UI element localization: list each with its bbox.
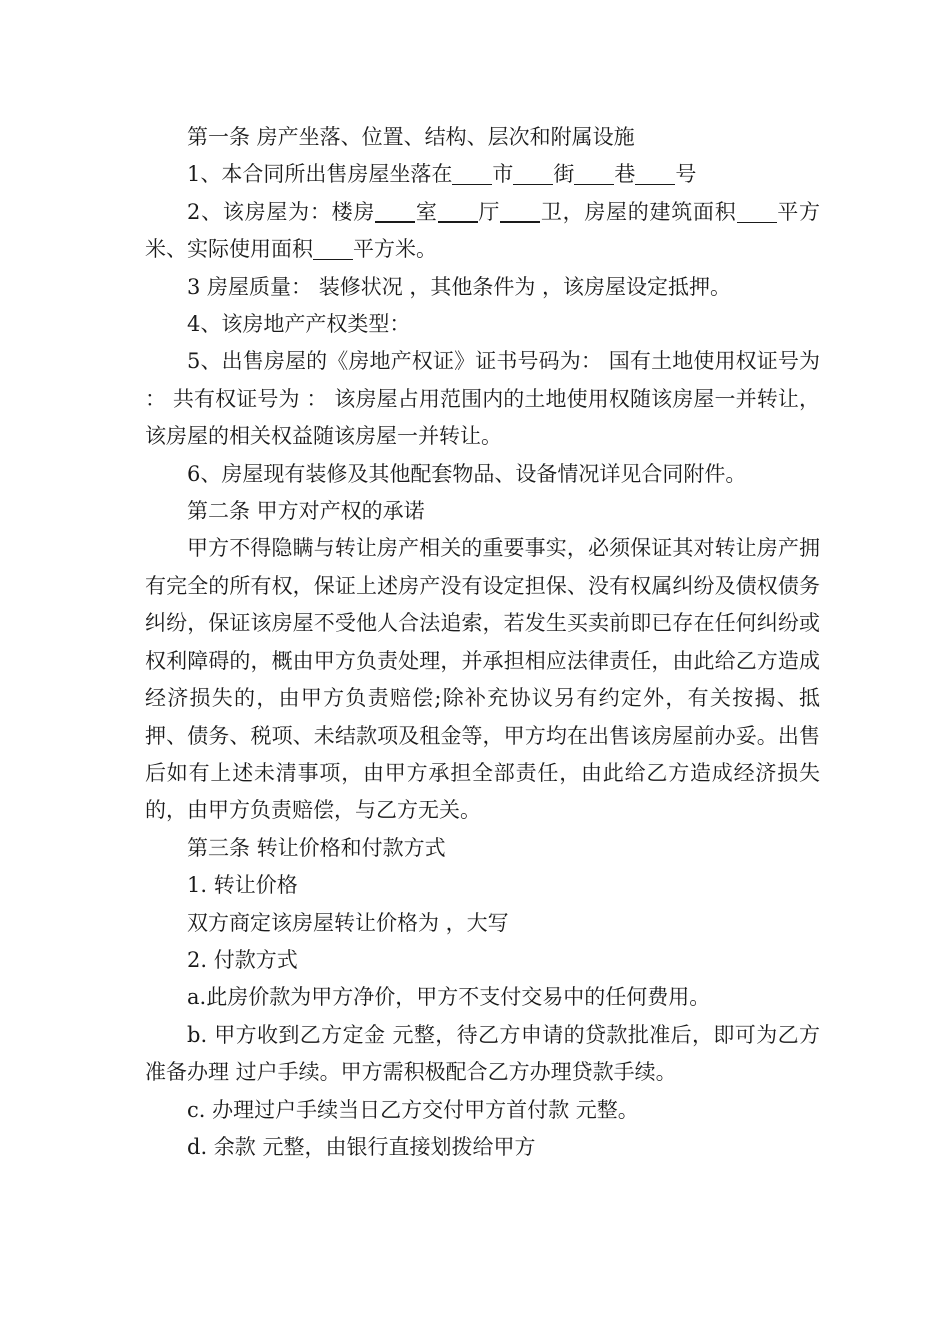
article-3-item-1: 1. 转让价格 bbox=[187, 873, 298, 898]
article-1-item-6: 6、房屋现有装修及其他配套物品、设备情况详见合同附件。 bbox=[187, 461, 747, 486]
article-1-title: 第一条 房产坐落、位置、结构、层次和附属设施 bbox=[187, 125, 635, 149]
article-3-item-2a: a.此房价款为甲方净价，甲方不支付交易中的任何费用。 bbox=[187, 985, 711, 1010]
article-3-item-2: 2. 付款方式 bbox=[187, 947, 298, 972]
article-3-item-2c: c. 办理过户手续当日乙方交付甲方首付款 元整。 bbox=[187, 1097, 639, 1122]
item-2-rooms: 室 bbox=[415, 199, 438, 224]
article-1-item-1 bbox=[145, 156, 820, 193]
item-1-city: 市 bbox=[492, 162, 514, 187]
item-2-halls: 厅 bbox=[477, 199, 501, 224]
article-1-item-2 bbox=[145, 194, 820, 269]
item-2-end: 平方米。 bbox=[353, 237, 437, 262]
fill-blank bbox=[375, 200, 415, 223]
fill-blank bbox=[513, 163, 553, 185]
item-1-number: 号 bbox=[675, 162, 697, 187]
article-3-item-1-body: 双方商定该房屋转让价格为 ，大写 bbox=[187, 910, 509, 935]
article-3-title: 第三条 转让价格和付款方式 bbox=[187, 835, 446, 860]
fill-blank bbox=[438, 200, 478, 223]
article-1-item-4: 4、该房地产产权类型： bbox=[187, 312, 411, 337]
fill-blank bbox=[313, 238, 353, 260]
fill-blank bbox=[452, 163, 492, 185]
item-1-street: 街 bbox=[553, 162, 575, 187]
article-2-title: 第二条 甲方对产权的承诺 bbox=[187, 499, 425, 524]
fill-blank bbox=[500, 200, 540, 223]
article-2-body: 甲方不得隐瞒与转让房产相关的重要事实，必须保证其对转让房产拥有完全的所有权，保证上述房产没有设定担保、没有权属纠纷及债权债务纠纷，保证该房屋不受他人合法追索，若发生买卖前即已存在任何纠纷或权利障碍的，概由甲方负责处理，并承担相应法律责任，由此给乙方造成经济损失的，由甲方负责赔偿;除补充协议另有约定外，有关按揭、抵押、债务、税项、未结款项及租金等，甲方均在出售该房屋前办妥。出售后如有上述未清事项，由甲方承担全部责任，由此给乙方造成经济损失的，由甲方负责赔偿，与乙方无关。 bbox=[145, 536, 820, 823]
article-3-item-2b: b. 甲方收到乙方定金 元整，待乙方申请的贷款批准后，即可为乙方准备办理 过户手续。甲方需积极配合乙方办理贷款手续。 bbox=[145, 1022, 820, 1085]
item-2-area: 平方米、实际使用面积 bbox=[145, 199, 821, 262]
article-1-item-3: 3 房屋质量： 装修状况 ，其他条件为 ，该房屋设定抵押。 bbox=[187, 274, 732, 299]
article-3-item-2d: d. 余款 元整，由银行直接划拨给甲方 bbox=[187, 1134, 536, 1159]
item-2-text: 2、该房屋为：楼房 bbox=[187, 199, 376, 224]
fill-blank bbox=[737, 201, 777, 223]
contract-page bbox=[145, 119, 820, 1166]
article-1-item-5: 5、出售房屋的《房地产权证》证书号码为： 国有土地使用权证号为 ： 共有权证号为 ： 该房屋占用范围内的土地使用权随该房屋一并转让，该房屋的相关权益随该房屋一并转让。 bbox=[145, 349, 820, 449]
item-1-text: 1、本合同所出售房屋坐落在 bbox=[187, 162, 453, 187]
fill-blank bbox=[635, 163, 675, 185]
fill-blank bbox=[574, 163, 614, 185]
item-2-baths: 卫，房屋的建筑面积 bbox=[540, 199, 737, 224]
item-1-lane: 巷 bbox=[614, 162, 636, 187]
